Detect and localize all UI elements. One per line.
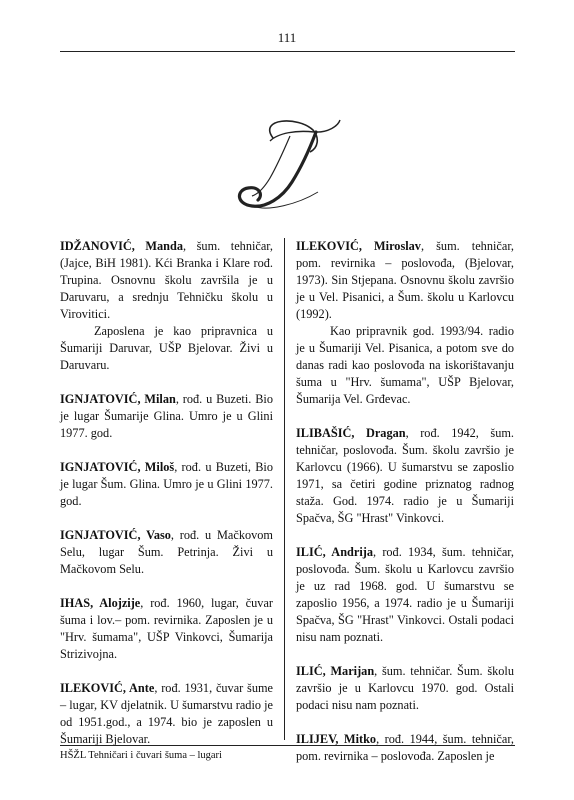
top-rule	[60, 51, 515, 52]
entry-name: ILIĆ, Andrija	[296, 545, 373, 559]
entry-text: , rođ. 1934, šum. tehničar, poslovođa. Šum. školu u Karlovcu završio je uz rad 1968. god. U šumarstvu se zaposlio 1956, a 1974. radio je u Šumariji Spačva, ŠG "Hrast" Vinkovci. Ostali podaci nisu nam poznati.	[296, 545, 514, 644]
entry-text: , šum. tehničar. Šum. školu završio je u Karlovcu 1970. god. Ostali podaci nisu nam poznati.	[296, 664, 514, 712]
entry-ilic-andrija	[296, 544, 514, 646]
entry-name: IGNJATOVIĆ, Vaso	[60, 528, 171, 542]
entry-ignjatovic-milos	[60, 459, 273, 510]
entry-ignjatovic-vaso	[60, 527, 273, 578]
entry-text: , rođ. u Mačkovom Selu, lugar Šum. Petrinja. Živi u Mačkovom Selu.	[60, 528, 273, 576]
entry-ignjatovic-milan	[60, 391, 273, 442]
right-column	[296, 238, 514, 782]
entry-name: IGNJATOVIĆ, Miloš	[60, 460, 175, 474]
page-number: 111	[277, 30, 297, 45]
entry-text: Kao pripravnik god. 1993/94. radio je u Šumariji Vel. Pisanica, a potom sve do danas radi kao poslovođa na iskorištavanju šuma u "Hrv. šumama", UŠP Bjelovar, Šumarija Vel. Grđevac.	[296, 324, 514, 406]
entry-idzanovic-manda	[60, 238, 273, 374]
entry-text: , rođ. 1944, šum. tehničar, pom. revirnika – poslovođa. Zaposlen je	[296, 732, 515, 763]
entry-ilijev-mitko	[296, 731, 514, 765]
entry-name: ILIĆ, Marijan	[296, 664, 375, 678]
entry-name: ILIJEV, Mitko	[296, 732, 377, 746]
entry-name: IGNJATOVIĆ, Milan	[60, 392, 176, 406]
entry-name: ILIBAŠIĆ, Dragan	[296, 426, 406, 440]
section-initial-ornament	[218, 108, 348, 218]
entry-text: , rođ. 1942, šum. tehničar, poslovođa. Šum. školu završio je Karlovcu (1966). U šumarstvu se zaposlio 1971, sa četiri godine priznatog radnog staža. God. 1974. radio je u Šumariji Spačva, ŠG "Hrast" Vinkovci.	[296, 426, 514, 525]
entry-text: , rođ. u Buzeti. Bio je lugar Šumarije Glina. Umro je u Glini 1977. god.	[60, 392, 273, 440]
entry-text: Zaposlena je kao pripravnica u Šumariji Daruvar, UŠP Bjelovar. Živi u Daruvaru.	[60, 324, 273, 372]
entry-text: , rođ. 1960, lugar, čuvar šuma i lov.– pom. revirnika. Zaposlen je u "Hrv. šumama", UŠP Vinkovci, Šumarija Strizivojna.	[60, 596, 273, 661]
entry-ilic-marijan	[296, 663, 514, 714]
entry-ilekovic-ante	[60, 680, 273, 748]
entry-ilekovic-miroslav	[296, 238, 514, 408]
bottom-rule	[60, 745, 515, 746]
entry-name: ILEKOVIĆ, Ante	[60, 681, 155, 695]
entry-name: IDŽANOVIĆ, Manda	[60, 239, 183, 253]
entry-text: , rođ. 1931, čuvar šume – lugar, KV djelatnik. U šumarstvu radio je od 1951.god., a 1974. bio je zaposlen u Šumariji Bjelovar.	[60, 681, 274, 746]
entry-ihas-alojzije	[60, 595, 273, 663]
entry-ilibasic-dragan	[296, 425, 514, 527]
entry-text: , rođ. u Buzeti, Bio je lugar Šum. Glina. Umro je u Glini 1977. god.	[60, 460, 273, 508]
entry-text: , šum. tehničar, (Jajce, BiH 1981). Kći Branka i Klare rođ. Trupina. Osnovnu školu završila je u Daruvaru, a srednju Tehničku školu u Virovitici.	[60, 239, 273, 321]
entry-name: ILEKOVIĆ, Miroslav	[296, 239, 421, 253]
running-footer: HŠŽL Tehničari i čuvari šuma – lugari	[60, 750, 222, 761]
entry-name: IHAS, Alojzije	[60, 596, 141, 610]
entry-text: , šum. tehničar, pom. revirnika – poslovođa, (Bjelovar, 1973). Sin Stjepana. Osnovnu školu završio je u Vel. Pisanici, a Šum. školu u Karlovcu (1992).	[296, 239, 514, 321]
column-divider	[284, 238, 285, 740]
left-column	[60, 238, 273, 765]
